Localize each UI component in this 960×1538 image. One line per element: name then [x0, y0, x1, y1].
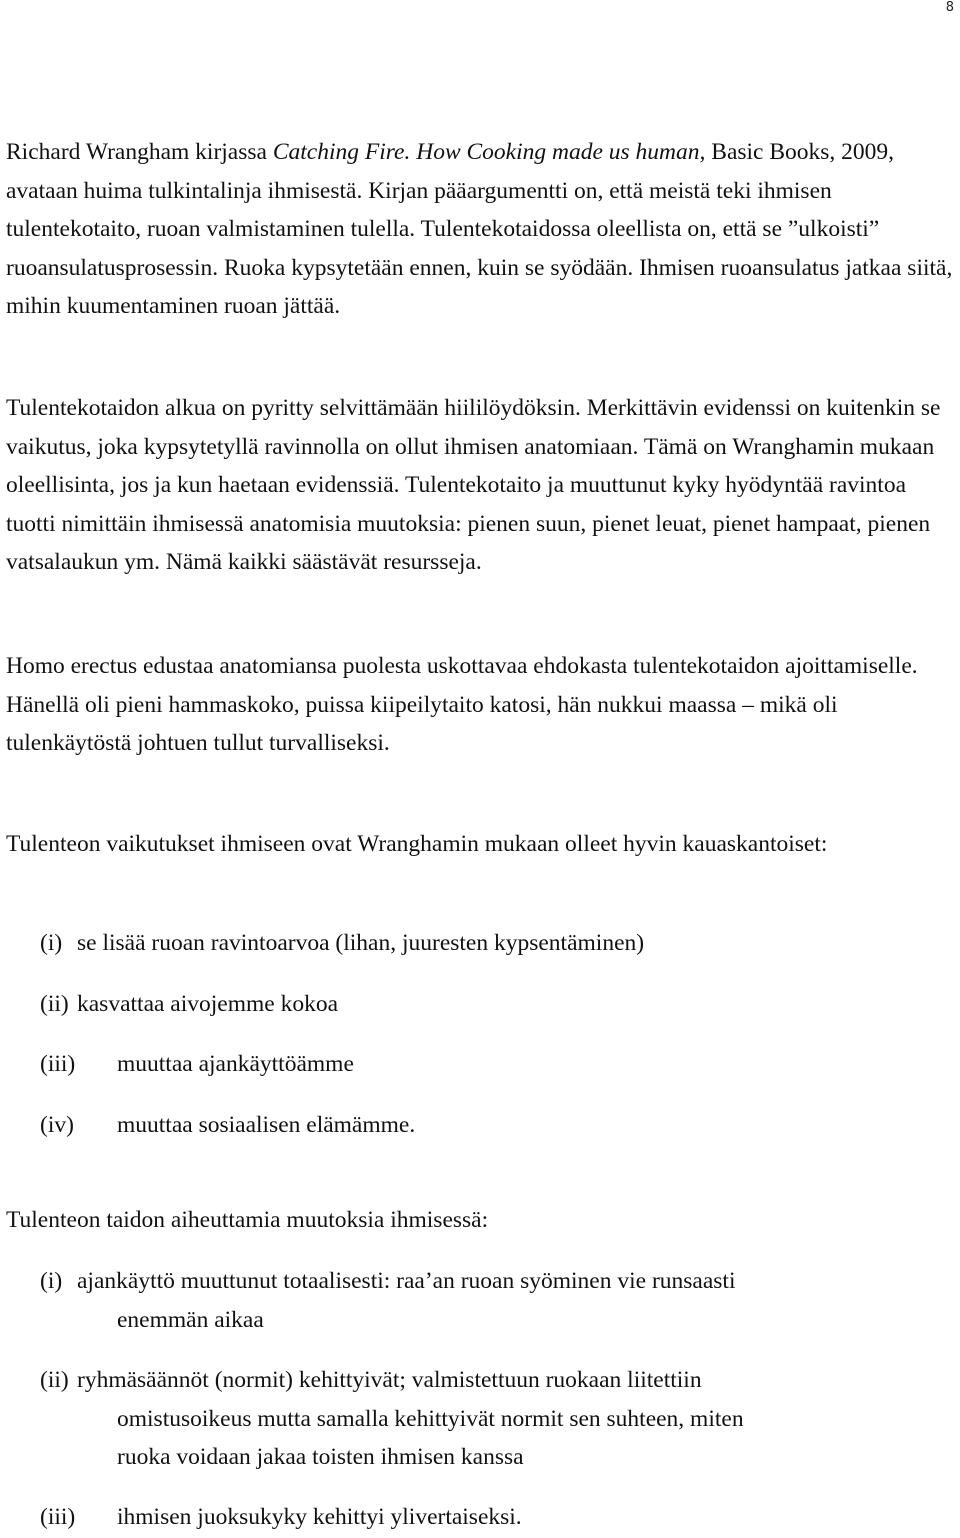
list-item-label: (iii): [40, 1051, 76, 1077]
list-item-label: (ii): [40, 1367, 69, 1393]
list-item-text: [77, 1262, 937, 1339]
book-title: Catching Fire. How Cooking made us human,: [272, 139, 706, 165]
list-item-text: ihmisen juoksukyky kehittyi ylivertaiseksi.: [117, 1504, 522, 1530]
list-item-text: se lisää ruoan ravintoarvoa (lihan, juuresten kypsentäminen): [77, 930, 645, 956]
list-item-label: (iii): [40, 1504, 76, 1530]
changes-intro-text: Tulenteon taidon aiheuttamia muutoksia ihmisessä:: [6, 1207, 489, 1233]
list-item-line: enemmän aikaa: [117, 1306, 264, 1333]
list-item-line: ruoka voidaan jakaa toisten ihmisen kanssa: [117, 1444, 524, 1471]
list-item-line: omistusoikeus mutta samalla kehittyivät normit sen suhteen, miten: [117, 1405, 744, 1432]
list-item-text: kasvattaa aivojemme kokoa: [77, 991, 339, 1017]
list-item-label: (iv): [40, 1112, 74, 1138]
list-item-label: (i): [40, 930, 63, 956]
paragraph-intro: [6, 133, 958, 326]
list-item-label: (i): [40, 1268, 63, 1294]
list-item-line: ryhmäsäännöt (normit) kehittyivät; valmistettuun ruokaan liitettiin: [77, 1367, 702, 1393]
list-item-label: (ii): [40, 991, 69, 1017]
evidence-text: Tulentekotaidon alkua on pyritty selvittämään hiililöydöksin. Merkittävin evidenssi on kuitenkin se vaikutus, joka kypsytetyllä ravinnolla on ollut ihmisen anatomiaan. Tämä on Wranghamin mukaan oleellisinta, jos ja kun haetaan evidenssiä. Tulentekotaito ja muuttunut kyky hyödyntää ravintoa tuotti nimittäin ihmisessä anatomisia muutoksia: pienen suun, pienet leuat, pienet hampaat, pienen vatsalaukun ym. Nämä kaikki säästävät resursseja.: [6, 395, 941, 576]
intro-lead: Richard Wrangham kirjassa: [6, 139, 273, 165]
intro-rest: Basic Books, 2009, avataan huima tulkintalinja ihmisestä. Kirjan pääargumentti on, että meistä teki ihmisen tulentekotaito, ruoan valmistaminen tulella. Tulentekotaidossa oleellista on, että se ”ulkoisti” ruoansulatusprosessin. Ruoka kypsytetään ennen, kuin se syödään. Ihmisen ruoansulatus jatkaa siitä, mihin kuumentaminen ruoan jättää.: [6, 139, 953, 320]
list-item-text: [77, 1361, 937, 1477]
list-item-text: muuttaa ajankäyttöämme: [117, 1051, 354, 1077]
list-item-text: muuttaa sosiaalisen elämämme.: [117, 1112, 416, 1138]
paragraph-changes-intro: [6, 1201, 958, 1240]
homo-erectus-text: Homo erectus edustaa anatomiansa puolesta uskottavaa ehdokasta tulentekotaidon ajoittamiselle. Hänellä oli pieni hammaskoko, puissa kiipeilytaito katosi, hän nukkui maassa – mikä oli tulenkäytöstä johtuen tullut turvalliseksi.: [6, 653, 918, 757]
paragraph-evidence: [6, 389, 958, 582]
paragraph-homo-erectus: [6, 647, 958, 763]
effects-intro-text: Tulenteon vaikutukset ihmiseen ovat Wranghamin mukaan olleet hyvin kauaskantoiset:: [6, 831, 828, 857]
paragraph-effects-intro: [6, 825, 958, 864]
page-number: 8: [945, 0, 954, 15]
list-item-line: ajankäyttö muuttunut totaalisesti: raa’an ruoan syöminen vie runsaasti: [77, 1268, 736, 1294]
